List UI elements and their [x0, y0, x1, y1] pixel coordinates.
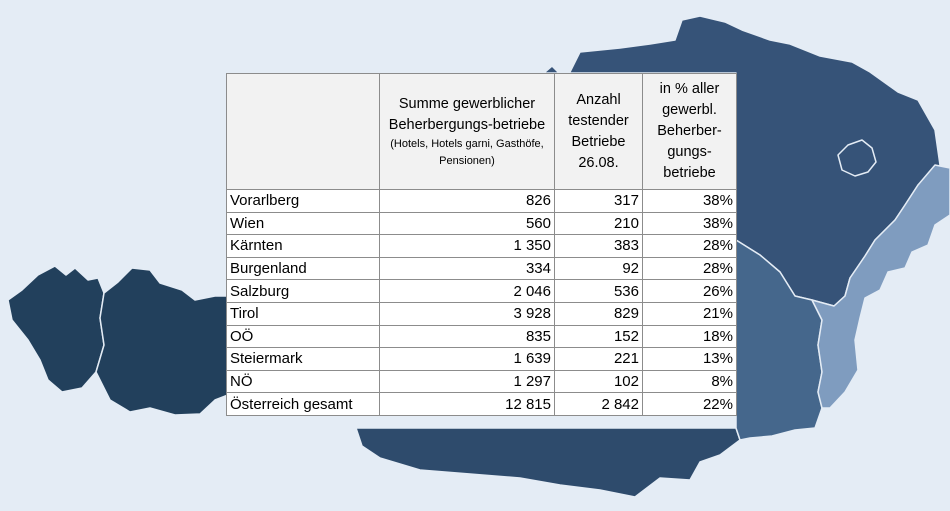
cell-anzahl: 92 — [555, 257, 643, 280]
cell-region: Steiermark — [227, 348, 380, 371]
table-row — [227, 212, 737, 235]
cell-prozent: 26% — [643, 280, 737, 303]
cell-summe: 3 928 — [380, 302, 555, 325]
cell-region: Burgenland — [227, 257, 380, 280]
cell-region: Kärnten — [227, 235, 380, 258]
table-row — [227, 190, 737, 213]
cell-prozent: 28% — [643, 257, 737, 280]
cell-prozent: 8% — [643, 370, 737, 393]
cell-summe: 560 — [380, 212, 555, 235]
cell-anzahl: 210 — [555, 212, 643, 235]
header-anzahl-label: Anzahl testender Betriebe 26.08. — [568, 91, 629, 171]
cell-region: Vorarlberg — [227, 190, 380, 213]
cell-region: Salzburg — [227, 280, 380, 303]
table-row — [227, 325, 737, 348]
cell-anzahl: 221 — [555, 348, 643, 371]
cell-summe: 334 — [380, 257, 555, 280]
cell-summe: 835 — [380, 325, 555, 348]
table-row — [227, 393, 737, 416]
header-summe-label: Summe gewerblicher Beherbergungs-betriebe — [388, 95, 546, 133]
cell-summe: 2 046 — [380, 280, 555, 303]
cell-region: Österreich gesamt — [227, 393, 380, 416]
cell-prozent: 18% — [643, 325, 737, 348]
table-row — [227, 302, 737, 325]
cell-prozent: 28% — [643, 235, 737, 258]
header-region — [227, 74, 380, 190]
header-summe-sublabel: (Hotels, Hotels garni, Gasthöfe, Pensionen) — [390, 137, 544, 167]
table-header-row — [227, 74, 737, 190]
cell-summe: 1 297 — [380, 370, 555, 393]
map-region-vorarlberg — [8, 266, 104, 392]
cell-anzahl: 317 — [555, 190, 643, 213]
header-prozent-label: in % aller gewerbl. Beherber-gungs-betriebe — [657, 81, 722, 181]
header-prozent — [643, 74, 737, 190]
cell-prozent: 38% — [643, 212, 737, 235]
map-region-tirol — [96, 268, 228, 415]
cell-prozent: 38% — [643, 190, 737, 213]
header-summe — [380, 74, 555, 190]
cell-anzahl: 102 — [555, 370, 643, 393]
map-region-south — [356, 428, 740, 497]
cell-prozent: 22% — [643, 393, 737, 416]
header-anzahl — [555, 74, 643, 190]
cell-region: OÖ — [227, 325, 380, 348]
cell-prozent: 13% — [643, 348, 737, 371]
cell-anzahl: 829 — [555, 302, 643, 325]
cell-anzahl: 536 — [555, 280, 643, 303]
table-row — [227, 235, 737, 258]
cell-anzahl: 383 — [555, 235, 643, 258]
data-table — [226, 73, 737, 416]
cell-prozent: 21% — [643, 302, 737, 325]
cell-region: NÖ — [227, 370, 380, 393]
table-row — [227, 370, 737, 393]
table-row — [227, 257, 737, 280]
cell-anzahl: 2 842 — [555, 393, 643, 416]
cell-summe: 1 639 — [380, 348, 555, 371]
cell-region: Tirol — [227, 302, 380, 325]
cell-summe: 12 815 — [380, 393, 555, 416]
cell-summe: 826 — [380, 190, 555, 213]
cell-region: Wien — [227, 212, 380, 235]
table-row — [227, 280, 737, 303]
cell-summe: 1 350 — [380, 235, 555, 258]
cell-anzahl: 152 — [555, 325, 643, 348]
table-row — [227, 348, 737, 371]
